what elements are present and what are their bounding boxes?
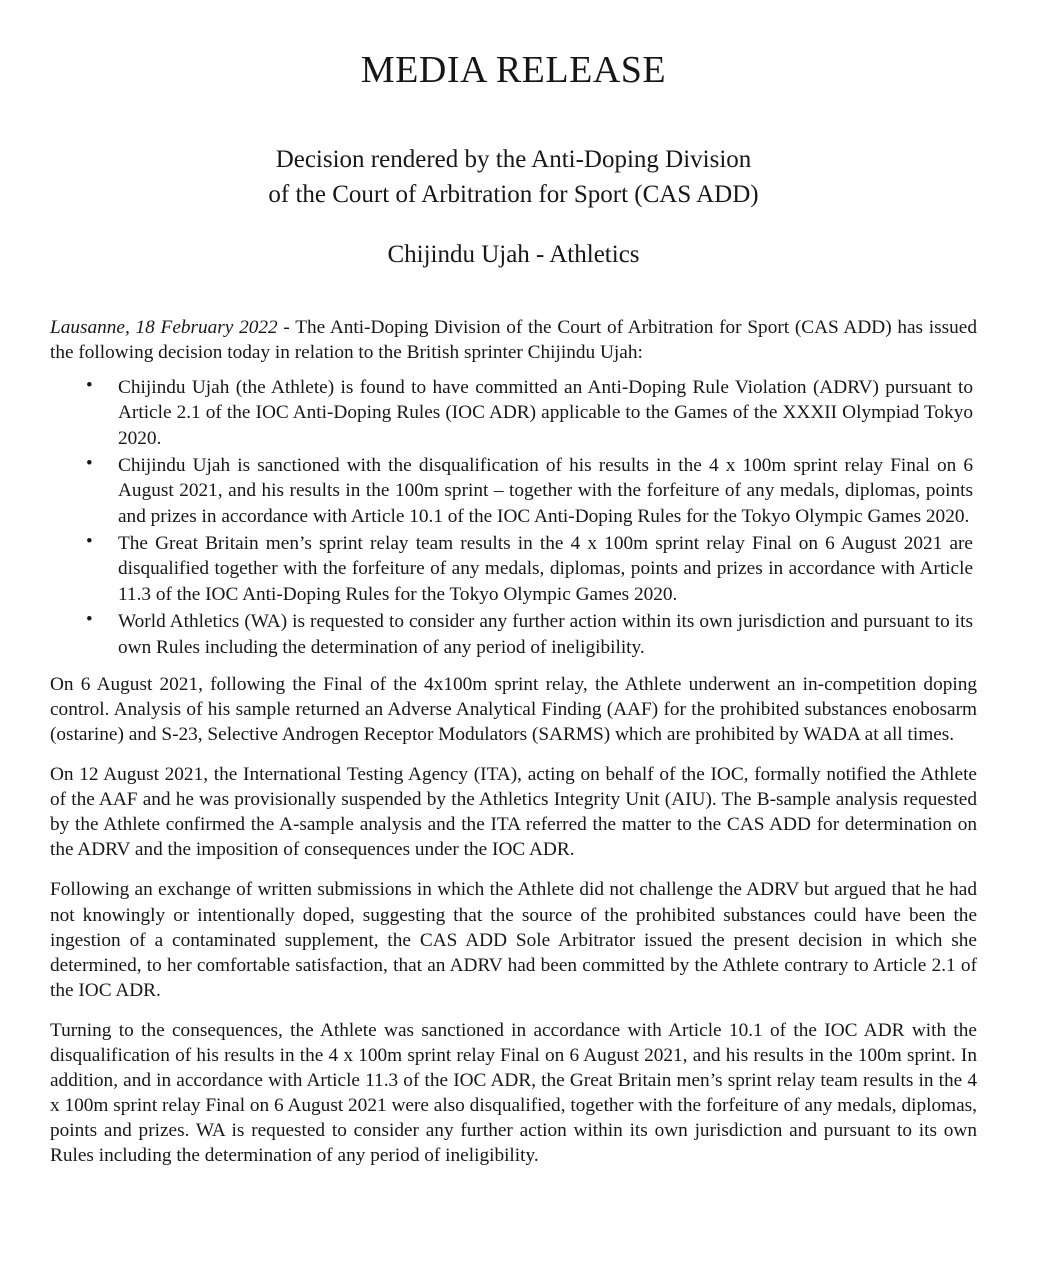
subtitle-line-2: of the Court of Arbitration for Sport (CAS ADD) — [268, 181, 759, 209]
subtitle-line-1: Decision rendered by the Anti-Doping Division — [275, 145, 752, 173]
lead-paragraph-text: - The Anti-Doping Division of the Court of Arbitration for Sport (CAS ADD) has issued the following decision today in relation to the British sprinter Chijindu Ujah: — [50, 316, 977, 363]
document-body — [50, 315, 977, 1169]
decision-bullet-list — [50, 375, 977, 660]
list-item: • Chijindu Ujah is sanctioned with the disqualification of his results in the 4 x 100m sprint relay Final on 6 August 2021, and his results in the 100m sprint – together with the forfeiture of any medals, diplomas, points and prizes in accordance with Article 10.1 of the IOC Anti-Doping Rules for the Tokyo Olympic Games 2020. — [50, 453, 977, 529]
document-subtitle — [50, 142, 977, 213]
body-paragraph-2: On 12 August 2021, the International Testing Agency (ITA), acting on behalf of the IOC, formally notified the Athlete of the AAF and he was provisionally suspended by the Athletics Integrity Unit (AIU). The B-sample analysis requested by the Athlete confirmed the A-sample analysis and the ITA referred the matter to the CAS ADD for determination on the ADRV and the imposition of consequences under the IOC ADR. — [50, 764, 977, 861]
lead-paragraph — [50, 315, 977, 365]
list-item: • Chijindu Ujah (the Athlete) is found to have committed an Anti-Doping Rule Violation (ADRV) pursuant to Article 2.1 of the IOC Anti-Doping Rules (IOC ADR) applicable to the Games of the XXXII Olympiad Tokyo 2020. — [50, 375, 977, 451]
body-paragraph-4: Turning to the consequences, the Athlete was sanctioned in accordance with Article 10.1 of the IOC ADR with the disqualification of his results in the 4 x 100m sprint relay Final on 6 August 2021, and his results in the 100m sprint. In addition, and in accordance with Article 11.3 of the IOC ADR, the Great Britain men’s sprint relay team results in the 4 x 100m sprint relay Final on 6 August 2021 were also disqualified, together with the forfeiture of any medals, diplomas, points and prizes. WA is requested to consider any further action within its own jurisdiction and pursuant to its own Rules including the determination of any period of ineligibility. — [50, 1019, 977, 1167]
page-title: MEDIA RELEASE — [360, 49, 667, 91]
list-item: • The Great Britain men’s sprint relay team results in the 4 x 100m sprint relay Final on 6 August 2021 are disqualified together with the forfeiture of any medals, diplomas, points and prizes in accordance with Article 11.3 of the IOC Anti-Doping Rules for the Tokyo Olympic Games 2020. — [50, 531, 977, 607]
dateline: Lausanne, 18 February 2022 — [50, 316, 278, 338]
case-subject-line: Chijindu Ujah - Athletics — [387, 240, 640, 268]
body-paragraph-3: Following an exchange of written submissions in which the Athlete did not challenge the ADRV but argued that he had not knowingly or intentionally doped, suggesting that the source of the prohibited substances could have been the ingestion of a contaminated supplement, the CAS ADD Sole Arbitrator issued the present decision in which she determined, to her comfortable satisfaction, that an ADRV had been committed by the Athlete contrary to Article 2.1 of the IOC ADR. — [50, 879, 977, 1001]
body-paragraph-1: On 6 August 2021, following the Final of the 4x100m sprint relay, the Athlete underwent an in-competition doping control. Analysis of his sample returned an Adverse Analytical Finding (AAF) for the prohibited substances enobosarm (ostarine) and S-23, Selective Androgen Receptor Modulators (SARMS) which are prohibited by WADA at all times. — [50, 673, 977, 746]
list-item: • World Athletics (WA) is requested to consider any further action within its own jurisdiction and pursuant to its own Rules including the determination of any period of ineligibility. — [50, 609, 977, 660]
